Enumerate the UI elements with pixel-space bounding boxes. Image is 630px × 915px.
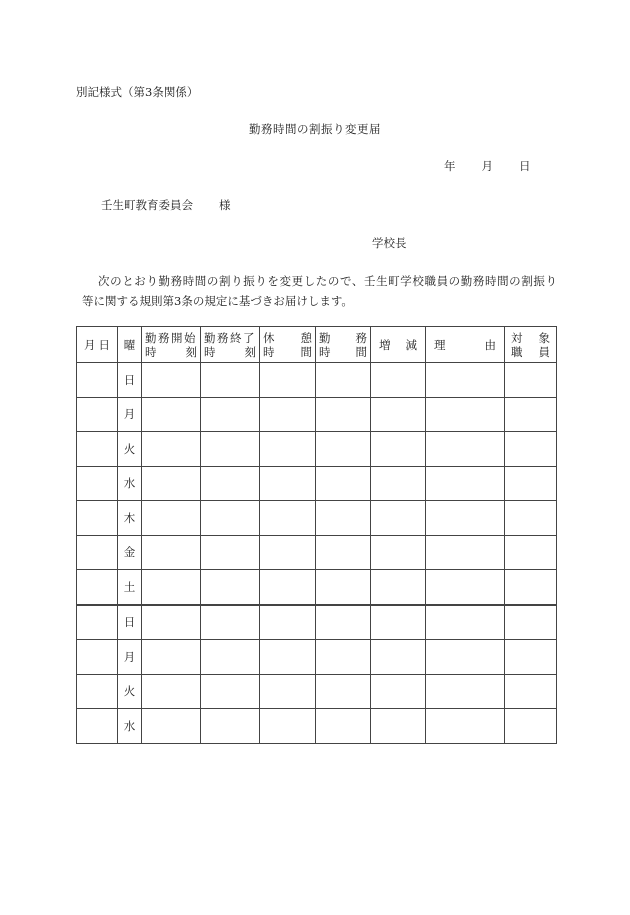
cell-start-time[interactable] [142, 501, 201, 536]
table-header-row [77, 327, 557, 363]
cell-reason[interactable] [426, 397, 505, 432]
cell-change[interactable] [371, 605, 426, 640]
col-start-time: 勤務開始 時 刻 [142, 327, 201, 363]
cell-target-staff[interactable] [505, 466, 557, 501]
cell-reason[interactable] [426, 674, 505, 709]
honorific: 様 [219, 198, 231, 212]
date-year-label: 年 [444, 159, 456, 173]
cell-target-staff[interactable] [505, 363, 557, 398]
cell-start-time[interactable] [142, 363, 201, 398]
cell-reason[interactable] [426, 432, 505, 467]
cell-start-time[interactable] [142, 535, 201, 570]
table-row [77, 363, 557, 398]
col-change: 増 減 [371, 327, 426, 363]
cell-end-time[interactable] [201, 466, 260, 501]
cell-start-time[interactable] [142, 397, 201, 432]
cell-work-hours[interactable] [316, 535, 371, 570]
body-line-2: 等に関する規則第3条の規定に基づきお届けします。 [82, 294, 353, 308]
cell-change[interactable] [371, 466, 426, 501]
date-line [444, 158, 531, 174]
cell-start-time[interactable] [142, 709, 201, 744]
cell-start-time[interactable] [142, 432, 201, 467]
cell-date[interactable] [77, 570, 118, 605]
cell-end-time[interactable] [201, 570, 260, 605]
cell-break-time[interactable] [260, 570, 316, 605]
cell-work-hours[interactable] [316, 674, 371, 709]
cell-reason[interactable] [426, 363, 505, 398]
cell-reason[interactable] [426, 605, 505, 640]
cell-break-time[interactable] [260, 674, 316, 709]
col-date: 月 日 [77, 327, 118, 363]
body-line-1: 次のとおり勤務時間の割り振りを変更したので、壬生町学校職員の勤務時間の割振り [98, 274, 558, 288]
cell-weekday: 月 [118, 397, 142, 432]
table-row [77, 501, 557, 536]
body-text [82, 271, 566, 311]
col-reason: 理 由 [426, 327, 505, 363]
cell-reason[interactable] [426, 640, 505, 675]
cell-end-time[interactable] [201, 535, 260, 570]
col-target-staff: 対 象 職 員 [505, 327, 557, 363]
date-month-label: 月 [481, 159, 493, 173]
col-work-hours: 勤 務 時 間 [316, 327, 371, 363]
cell-break-time[interactable] [260, 466, 316, 501]
cell-end-time[interactable] [201, 397, 260, 432]
cell-change[interactable] [371, 363, 426, 398]
cell-work-hours[interactable] [316, 363, 371, 398]
addressee-name: 壬生町教育委員会 [101, 198, 193, 212]
cell-date[interactable] [77, 501, 118, 536]
cell-change[interactable] [371, 640, 426, 675]
cell-weekday: 日 [118, 605, 142, 640]
cell-date[interactable] [77, 535, 118, 570]
cell-reason[interactable] [426, 570, 505, 605]
cell-work-hours[interactable] [316, 709, 371, 744]
form-label: 別記様式（第3条関係） [76, 85, 199, 99]
cell-break-time[interactable] [260, 501, 316, 536]
cell-end-time[interactable] [201, 605, 260, 640]
cell-break-time[interactable] [260, 709, 316, 744]
cell-change[interactable] [371, 397, 426, 432]
cell-date[interactable] [77, 640, 118, 675]
cell-work-hours[interactable] [316, 570, 371, 605]
cell-end-time[interactable] [201, 640, 260, 675]
cell-work-hours[interactable] [316, 397, 371, 432]
cell-weekday: 月 [118, 640, 142, 675]
cell-break-time[interactable] [260, 363, 316, 398]
cell-target-staff[interactable] [505, 397, 557, 432]
cell-work-hours[interactable] [316, 466, 371, 501]
cell-weekday: 火 [118, 674, 142, 709]
cell-break-time[interactable] [260, 605, 316, 640]
cell-date[interactable] [77, 709, 118, 744]
cell-start-time[interactable] [142, 640, 201, 675]
cell-work-hours[interactable] [316, 432, 371, 467]
table-row [77, 605, 557, 640]
cell-reason[interactable] [426, 535, 505, 570]
cell-target-staff[interactable] [505, 432, 557, 467]
cell-end-time[interactable] [201, 501, 260, 536]
cell-work-hours[interactable] [316, 501, 371, 536]
cell-date[interactable] [77, 466, 118, 501]
cell-break-time[interactable] [260, 640, 316, 675]
cell-weekday: 火 [118, 432, 142, 467]
addressee [101, 197, 231, 213]
cell-target-staff[interactable] [505, 709, 557, 744]
cell-work-hours[interactable] [316, 640, 371, 675]
table-row [77, 640, 557, 675]
cell-work-hours[interactable] [316, 605, 371, 640]
table-row [77, 535, 557, 570]
cell-reason[interactable] [426, 709, 505, 744]
cell-end-time[interactable] [201, 709, 260, 744]
cell-change[interactable] [371, 570, 426, 605]
cell-weekday: 金 [118, 535, 142, 570]
cell-change[interactable] [371, 709, 426, 744]
cell-start-time[interactable] [142, 605, 201, 640]
cell-weekday: 水 [118, 466, 142, 501]
schedule-table [76, 326, 557, 744]
table-row [77, 570, 557, 605]
cell-break-time[interactable] [260, 432, 316, 467]
date-day-label: 日 [519, 159, 531, 173]
cell-weekday: 水 [118, 709, 142, 744]
col-break-time: 休 憩 時 間 [260, 327, 316, 363]
document-title: 勤務時間の割振り変更届 [249, 122, 381, 136]
cell-start-time[interactable] [142, 466, 201, 501]
cell-reason[interactable] [426, 501, 505, 536]
cell-change[interactable] [371, 674, 426, 709]
cell-date[interactable] [77, 397, 118, 432]
cell-change[interactable] [371, 535, 426, 570]
col-end-time: 勤務終了 時 刻 [201, 327, 260, 363]
cell-target-staff[interactable] [505, 570, 557, 605]
cell-target-staff[interactable] [505, 605, 557, 640]
cell-break-time[interactable] [260, 397, 316, 432]
cell-date[interactable] [77, 674, 118, 709]
cell-target-staff[interactable] [505, 535, 557, 570]
cell-reason[interactable] [426, 466, 505, 501]
cell-date[interactable] [77, 363, 118, 398]
cell-target-staff[interactable] [505, 501, 557, 536]
sender-title: 学校長 [372, 236, 407, 250]
cell-start-time[interactable] [142, 570, 201, 605]
table-row [77, 397, 557, 432]
cell-date[interactable] [77, 432, 118, 467]
table-row [77, 466, 557, 501]
cell-weekday: 日 [118, 363, 142, 398]
col-weekday: 曜 [118, 327, 142, 363]
table-row [77, 674, 557, 709]
table-row [77, 709, 557, 744]
cell-target-staff[interactable] [505, 640, 557, 675]
cell-change[interactable] [371, 432, 426, 467]
cell-change[interactable] [371, 501, 426, 536]
table-row [77, 432, 557, 467]
cell-target-staff[interactable] [505, 674, 557, 709]
cell-weekday: 木 [118, 501, 142, 536]
cell-end-time[interactable] [201, 674, 260, 709]
cell-end-time[interactable] [201, 363, 260, 398]
cell-start-time[interactable] [142, 674, 201, 709]
cell-weekday: 土 [118, 570, 142, 605]
cell-break-time[interactable] [260, 535, 316, 570]
cell-date[interactable] [77, 605, 118, 640]
cell-end-time[interactable] [201, 432, 260, 467]
